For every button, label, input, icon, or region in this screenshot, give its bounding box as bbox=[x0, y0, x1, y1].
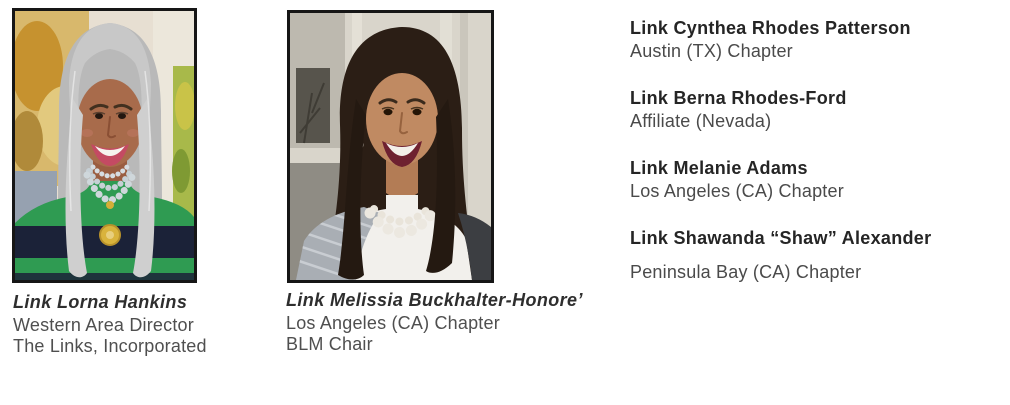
person-name: Link Shawanda “Shaw” Alexander bbox=[630, 228, 932, 248]
person-name: Link Melissia Buckhalter-Honore’ bbox=[286, 290, 583, 310]
portrait-illustration bbox=[15, 11, 194, 280]
person-title: Western Area Director bbox=[13, 315, 194, 335]
person-chapter: Austin (TX) Chapter bbox=[630, 41, 793, 61]
person-title: BLM Chair bbox=[286, 334, 373, 354]
caption-melissia-buckhalter-honore bbox=[286, 290, 583, 355]
caption-lorna-hankins bbox=[13, 292, 207, 357]
list-item bbox=[630, 87, 931, 133]
person-chapter: Los Angeles (CA) Chapter bbox=[286, 313, 500, 333]
portrait-photo-lorna-hankins bbox=[12, 8, 197, 283]
person-chapter: Peninsula Bay (CA) Chapter bbox=[630, 262, 862, 282]
person-chapter: Los Angeles (CA) Chapter bbox=[630, 181, 844, 201]
portrait-photo-melissia-buckhalter-honore bbox=[287, 10, 494, 283]
person-name: Link Melanie Adams bbox=[630, 158, 808, 178]
person-name: Link Cynthea Rhodes Patterson bbox=[630, 18, 911, 38]
portrait-illustration bbox=[290, 13, 491, 280]
list-item bbox=[630, 17, 931, 63]
list-item bbox=[630, 227, 931, 284]
member-list bbox=[630, 17, 931, 308]
person-name: Link Berna Rhodes-Ford bbox=[630, 88, 847, 108]
person-name: Link Lorna Hankins bbox=[13, 292, 188, 312]
person-organization: The Links, Incorporated bbox=[13, 336, 207, 356]
person-chapter: Affiliate (Nevada) bbox=[630, 111, 772, 131]
list-item bbox=[630, 157, 931, 203]
